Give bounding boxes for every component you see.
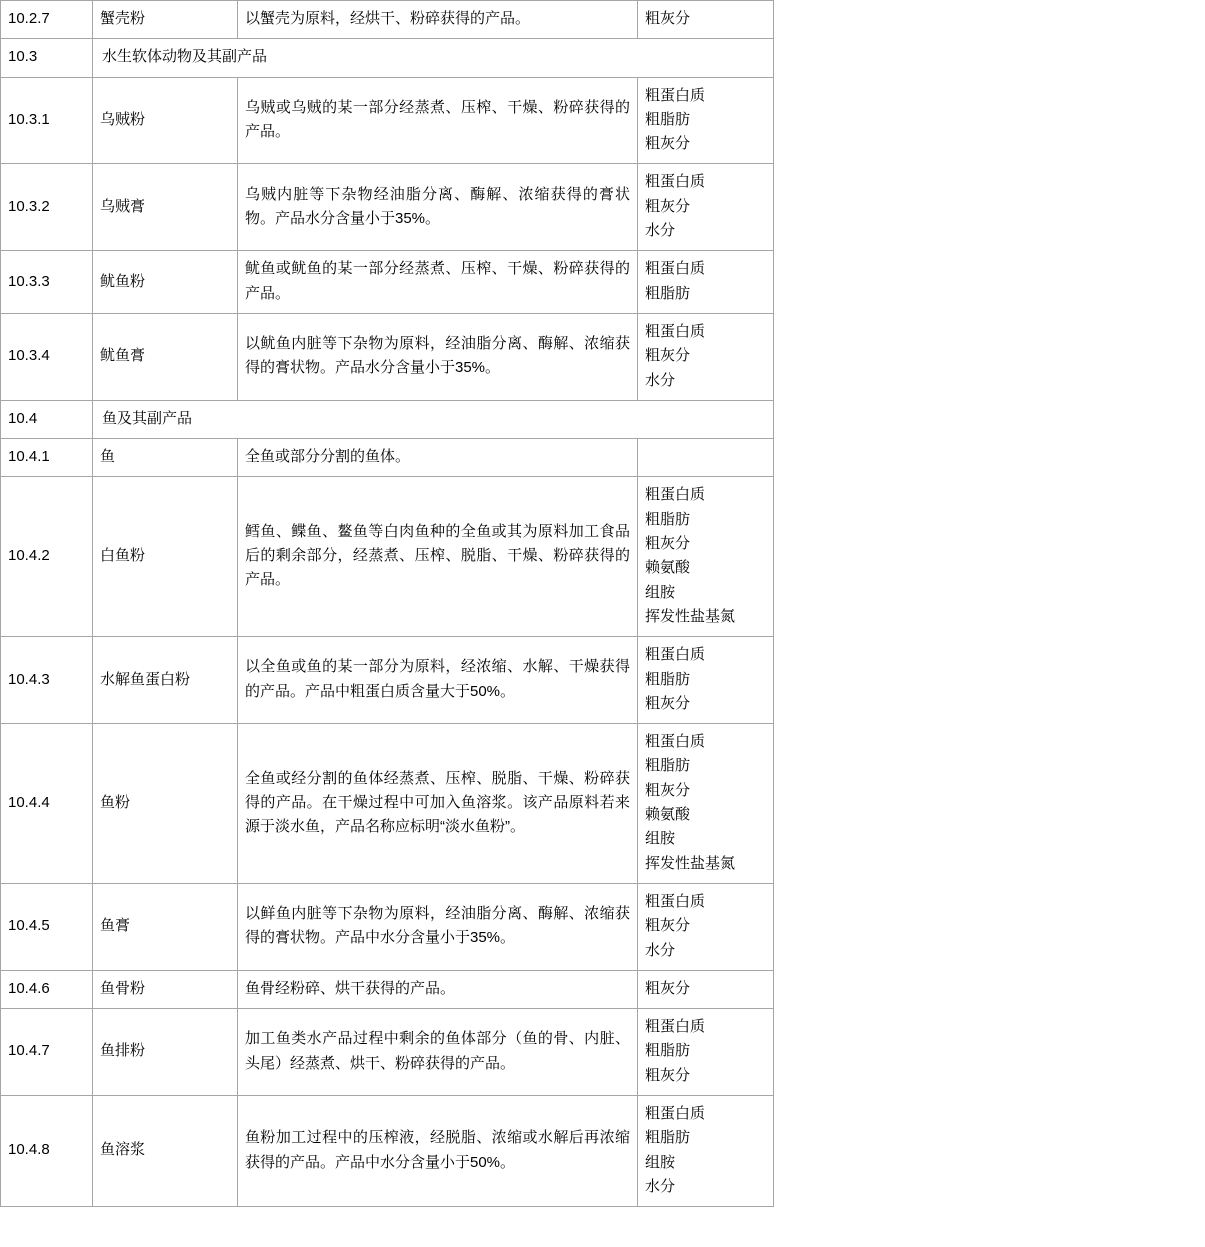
indicator-item: 粗蛋白质 bbox=[645, 892, 706, 910]
cell-code: 10.4.6 bbox=[1, 970, 93, 1008]
cell-description: 全鱼或经分割的鱼体经蒸煮、压榨、脱脂、干燥、粉碎获得的产品。在干燥过程中可加入鱼溶浆。该产品原料若来源于淡水鱼，产品名称应标明“淡水鱼粉”。 bbox=[238, 724, 638, 884]
table-row bbox=[1, 1095, 774, 1206]
table-row bbox=[1, 637, 774, 724]
indicator-item: 粗灰分 bbox=[645, 197, 691, 215]
cell-description: 以全鱼或鱼的某一部分为原料，经浓缩、水解、干燥获得的产品。产品中粗蛋白质含量大于50%。 bbox=[238, 637, 638, 724]
cell-code: 10.3 bbox=[1, 39, 93, 77]
table-row bbox=[1, 439, 774, 477]
cell-code: 10.3.4 bbox=[1, 313, 93, 400]
cell-description: 乌贼内脏等下杂物经油脂分离、酶解、浓缩获得的膏状物。产品水分含量小于35%。 bbox=[238, 164, 638, 251]
indicator-item: 粗灰分 bbox=[645, 979, 691, 997]
cell-description: 乌贼或乌贼的某一部分经蒸煮、压榨、干燥、粉碎获得的产品。 bbox=[238, 77, 638, 164]
table-row bbox=[1, 77, 774, 164]
cell-code: 10.2.7 bbox=[1, 1, 93, 39]
table-body bbox=[1, 1, 774, 1207]
table-row bbox=[1, 883, 774, 970]
table-row-group bbox=[1, 39, 774, 77]
cell-indicators bbox=[638, 439, 774, 477]
table-row bbox=[1, 251, 774, 314]
table-row-group bbox=[1, 400, 774, 438]
cell-code: 10.4.3 bbox=[1, 637, 93, 724]
indicator-item: 粗脂肪 bbox=[645, 1042, 691, 1060]
indicator-item: 组胺 bbox=[645, 1153, 676, 1171]
cell-code: 10.3.1 bbox=[1, 77, 93, 164]
indicator-item: 粗灰分 bbox=[645, 135, 691, 153]
indicator-item: 赖氨酸 bbox=[645, 806, 691, 824]
indicator-item: 粗脂肪 bbox=[645, 1129, 691, 1147]
table-row bbox=[1, 313, 774, 400]
cell-code: 10.4.5 bbox=[1, 883, 93, 970]
indicator-item: 粗灰分 bbox=[645, 917, 691, 935]
indicator-item: 粗脂肪 bbox=[645, 670, 691, 688]
cell-ingredient-name: 鱼 bbox=[93, 439, 238, 477]
table-row bbox=[1, 724, 774, 884]
indicator-item: 水分 bbox=[645, 1177, 676, 1195]
table-row bbox=[1, 970, 774, 1008]
indicator-item: 粗蛋白质 bbox=[645, 486, 706, 504]
indicator-item: 粗蛋白质 bbox=[645, 733, 706, 751]
cell-code: 10.4.7 bbox=[1, 1009, 93, 1096]
cell-ingredient-name: 鱼溶浆 bbox=[93, 1095, 238, 1206]
indicator-item: 粗灰分 bbox=[645, 1066, 691, 1084]
cell-group-label: 鱼及其副产品 bbox=[93, 400, 774, 438]
cell-description: 加工鱼类水产品过程中剩余的鱼体部分（鱼的骨、内脏、头尾）经蒸煮、烘干、粉碎获得的产品。 bbox=[238, 1009, 638, 1096]
cell-description: 以蟹壳为原料，经烘干、粉碎获得的产品。 bbox=[238, 1, 638, 39]
cell-description: 鱼骨经粉碎、烘干获得的产品。 bbox=[238, 970, 638, 1008]
cell-indicators bbox=[638, 883, 774, 970]
cell-ingredient-name: 鱼骨粉 bbox=[93, 970, 238, 1008]
table-row bbox=[1, 164, 774, 251]
cell-ingredient-name: 乌贼膏 bbox=[93, 164, 238, 251]
indicator-item: 组胺 bbox=[645, 830, 676, 848]
cell-ingredient-name: 鱿鱼粉 bbox=[93, 251, 238, 314]
cell-indicators bbox=[638, 164, 774, 251]
indicator-item: 粗灰分 bbox=[645, 781, 691, 799]
cell-indicators bbox=[638, 637, 774, 724]
cell-indicators bbox=[638, 970, 774, 1008]
indicator-item: 粗蛋白质 bbox=[645, 260, 706, 278]
indicator-item: 粗灰分 bbox=[645, 535, 691, 553]
indicator-item: 粗脂肪 bbox=[645, 110, 691, 128]
table-row bbox=[1, 1, 774, 39]
indicator-item: 赖氨酸 bbox=[645, 559, 691, 577]
cell-ingredient-name: 水解鱼蛋白粉 bbox=[93, 637, 238, 724]
indicator-item: 水分 bbox=[645, 222, 676, 240]
cell-indicators bbox=[638, 724, 774, 884]
table-row bbox=[1, 1009, 774, 1096]
cell-indicators bbox=[638, 477, 774, 637]
table-row bbox=[1, 477, 774, 637]
cell-ingredient-name: 鱼膏 bbox=[93, 883, 238, 970]
cell-code: 10.3.2 bbox=[1, 164, 93, 251]
cell-ingredient-name: 白鱼粉 bbox=[93, 477, 238, 637]
indicator-item: 水分 bbox=[645, 371, 676, 389]
cell-indicators bbox=[638, 313, 774, 400]
indicator-item: 粗蛋白质 bbox=[645, 646, 706, 664]
cell-description: 鱼粉加工过程中的压榨液，经脱脂、浓缩或水解后再浓缩获得的产品。产品中水分含量小于50%。 bbox=[238, 1095, 638, 1206]
indicator-item: 粗蛋白质 bbox=[645, 173, 706, 191]
indicator-item: 粗脂肪 bbox=[645, 284, 691, 302]
cell-description: 全鱼或部分分割的鱼体。 bbox=[238, 439, 638, 477]
indicator-item: 水分 bbox=[645, 941, 676, 959]
cell-code: 10.4.2 bbox=[1, 477, 93, 637]
cell-ingredient-name: 鱼粉 bbox=[93, 724, 238, 884]
indicator-item: 粗蛋白质 bbox=[645, 86, 706, 104]
indicator-item: 粗灰分 bbox=[645, 694, 691, 712]
cell-ingredient-name: 蟹壳粉 bbox=[93, 1, 238, 39]
indicator-item: 粗灰分 bbox=[645, 10, 691, 27]
cell-ingredient-name: 鱼排粉 bbox=[93, 1009, 238, 1096]
cell-code: 10.3.3 bbox=[1, 251, 93, 314]
cell-indicators bbox=[638, 1095, 774, 1206]
indicator-item: 组胺 bbox=[645, 583, 676, 601]
cell-code: 10.4.4 bbox=[1, 724, 93, 884]
cell-description: 鱿鱼或鱿鱼的某一部分经蒸煮、压榨、干燥、粉碎获得的产品。 bbox=[238, 251, 638, 314]
indicator-item: 粗脂肪 bbox=[645, 510, 691, 528]
cell-code: 10.4.8 bbox=[1, 1095, 93, 1206]
cell-indicators bbox=[638, 251, 774, 314]
indicator-item: 挥发性盐基氮 bbox=[645, 854, 736, 872]
cell-code: 10.4 bbox=[1, 400, 93, 438]
indicator-item: 粗灰分 bbox=[645, 347, 691, 365]
cell-indicators bbox=[638, 77, 774, 164]
cell-ingredient-name: 乌贼粉 bbox=[93, 77, 238, 164]
indicator-item: 粗蛋白质 bbox=[645, 322, 706, 340]
indicator-item: 挥发性盐基氮 bbox=[645, 607, 736, 625]
cell-indicators bbox=[638, 1009, 774, 1096]
cell-description: 以鲜鱼内脏等下杂物为原料，经油脂分离、酶解、浓缩获得的膏状物。产品中水分含量小于35%。 bbox=[238, 883, 638, 970]
indicator-item: 粗脂肪 bbox=[645, 757, 691, 775]
cell-code: 10.4.1 bbox=[1, 439, 93, 477]
cell-ingredient-name: 鱿鱼膏 bbox=[93, 313, 238, 400]
indicator-item: 粗蛋白质 bbox=[645, 1104, 706, 1122]
cell-description: 鳕鱼、鲽鱼、鳌鱼等白肉鱼种的全鱼或其为原料加工食品后的剩余部分，经蒸煮、压榨、脱脂、干燥、粉碎获得的产品。 bbox=[238, 477, 638, 637]
cell-description: 以鱿鱼内脏等下杂物为原料，经油脂分离、酶解、浓缩获得的膏状物。产品水分含量小于35%。 bbox=[238, 313, 638, 400]
cell-indicators bbox=[638, 1, 774, 39]
indicator-item: 粗蛋白质 bbox=[645, 1018, 706, 1036]
cell-group-label: 水生软体动物及其副产品 bbox=[93, 39, 774, 77]
